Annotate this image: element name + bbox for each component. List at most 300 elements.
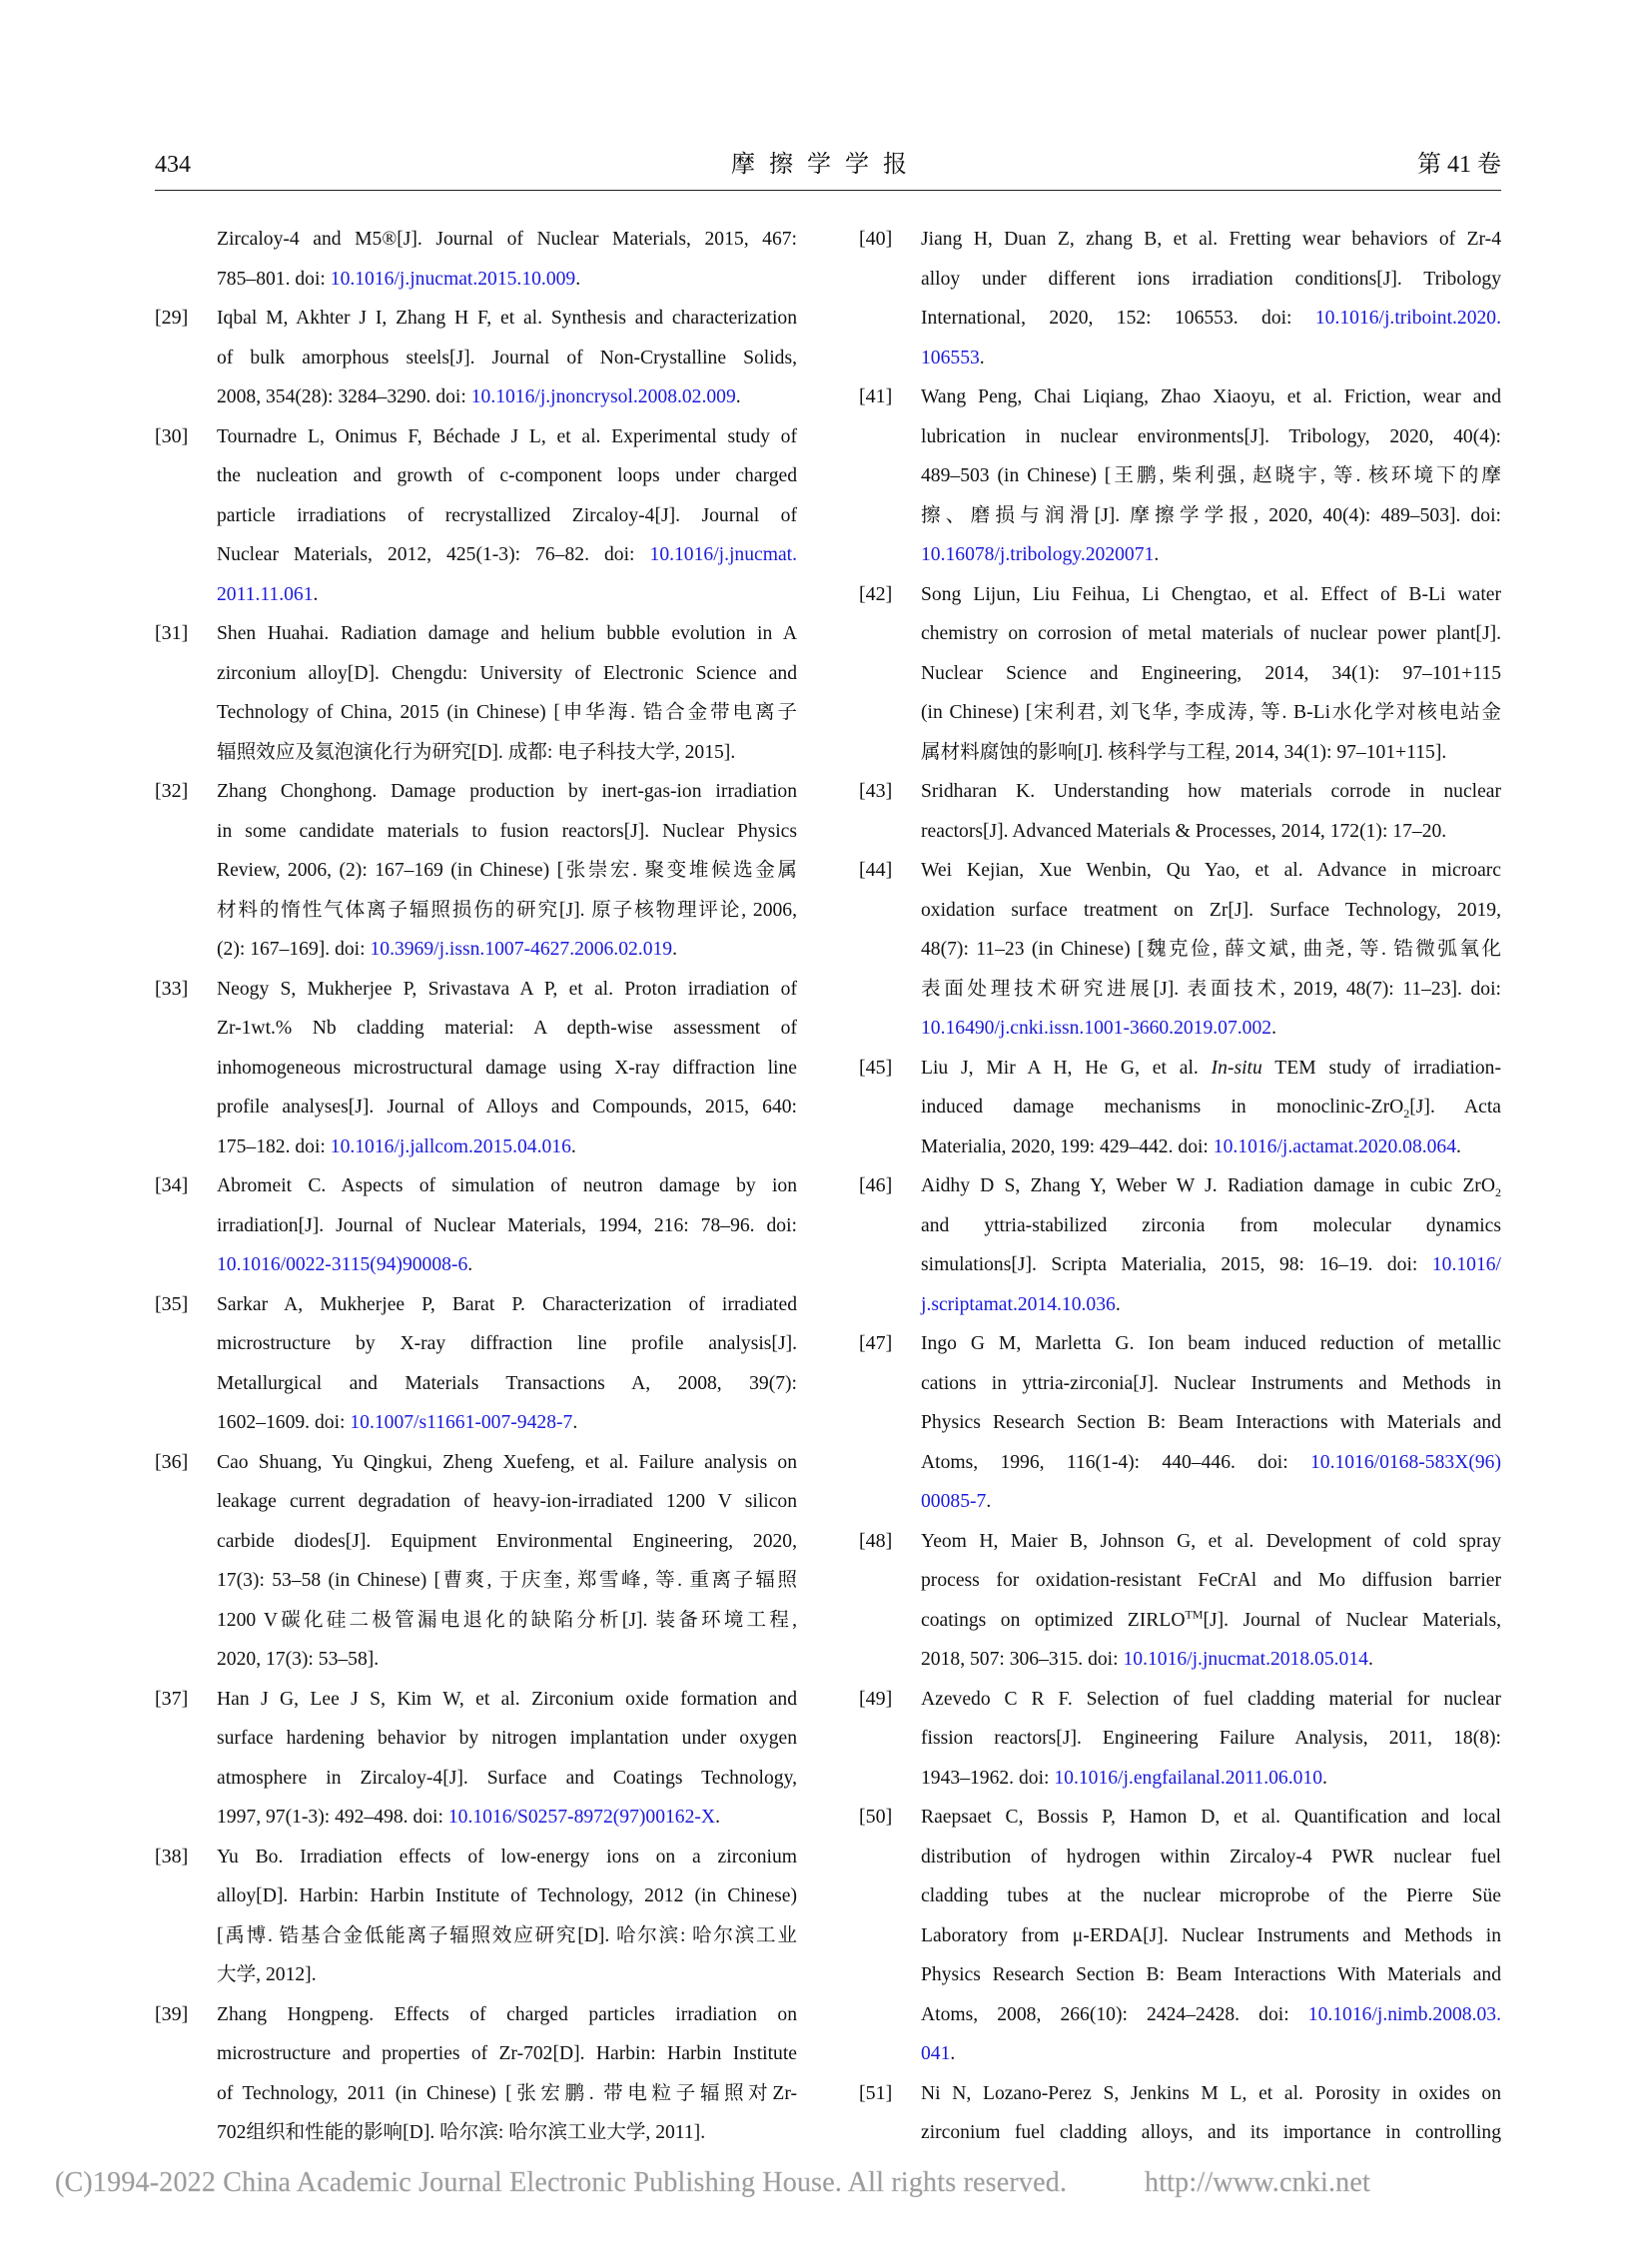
text-segment: Jiang H, Duan Z, zhang B, et al. Fretting wear behaviors of Zr-4 (921, 229, 1501, 250)
reference-line (921, 733, 1501, 773)
text-segment: and yttria-stabilized zirconia from molecular dynamics (921, 1214, 1501, 1236)
reference-entry (859, 851, 1501, 1049)
reference-line (921, 1088, 1501, 1127)
reference-line (217, 299, 797, 339)
text-segment: Ni N, Lozano-Perez S, Jenkins M L, et al. Porosity in oxides on (921, 2082, 1501, 2104)
reference-line (921, 535, 1501, 575)
reference-number: [38] (155, 1845, 189, 1868)
reference-line (921, 1206, 1501, 1246)
reference-line (921, 456, 1501, 496)
reference-line (217, 1916, 797, 1956)
text-segment: (in Chinese) [宋利君, 刘飞华, 李成涛, 等. B-Li水化学对核电站金 (921, 702, 1501, 723)
text-segment: Raepsaet C, Bossis P, Hamon D, et al. Quantification and local (921, 1807, 1501, 1828)
reference-line (217, 339, 797, 378)
reference-line (217, 1009, 797, 1049)
reference-line (217, 1127, 797, 1167)
reference-line (921, 1601, 1501, 1641)
text-segment: 1200 V碳化硅二极管漏电退化的缺陷分析[J]. 装备环境工程, (217, 1609, 797, 1631)
reference-number: [41] (859, 385, 893, 407)
reference-text (921, 772, 1501, 851)
text-segment: inhomogeneous microstructural damage using X-ray diffraction line (217, 1057, 797, 1079)
reference-line (217, 1719, 797, 1759)
text-segment: alloy[D]. Harbin: Harbin Institute of Technology, 2012 (in Chinese) (217, 1885, 797, 1906)
text-segment: particle irradiations of recrystallized Zircaloy-4[J]. Journal of (217, 504, 797, 526)
reference-entry (859, 377, 1501, 575)
text-segment: Wei Kejian, Xue Wenbin, Qu Yao, et al. Advance in microarc (921, 860, 1501, 881)
reference-line (217, 496, 797, 536)
reference-number: [29] (155, 307, 189, 329)
reference-text (217, 1838, 797, 1995)
reference-text (921, 1049, 1501, 1167)
text-segment: . (950, 2043, 956, 2064)
reference-line (217, 654, 797, 694)
text-segment: 2008, 354(28): 3284–3290. doi: (217, 386, 471, 407)
italic-text: In-situ (1211, 1057, 1262, 1079)
doi-link[interactable]: 10.1007/s11661-007-9428-7 (350, 1412, 573, 1433)
reference-entry (859, 1049, 1501, 1167)
reference-entry (859, 2074, 1501, 2153)
text-segment: lubrication in nuclear environments[J]. Tribology, 2020, 40(4): (921, 425, 1501, 447)
reference-line (921, 1561, 1501, 1601)
text-segment: Metallurgical and Materials Transactions A, 2008, 39(7): (217, 1372, 797, 1394)
text-segment: . (715, 1807, 720, 1828)
reference-line (921, 1798, 1501, 1838)
reference-line (921, 1719, 1501, 1759)
reference-entry (155, 772, 797, 970)
text-segment: distribution of hydrogen within Zircaloy-4 PWR nuclear fuel (921, 1846, 1501, 1868)
text-segment: Han J G, Lee J S, Kim W, et al. Zirconium oxide formation and (217, 1688, 797, 1710)
text-segment: Materialia, 2020, 199: 429–442. doi: (921, 1135, 1214, 1157)
text-segment: leakage current degradation of heavy-ion-irradiated 1200 V silicon (217, 1491, 797, 1512)
reference-line (217, 2074, 797, 2114)
text-segment: induced damage mechanisms in monoclinic-ZrO (921, 1097, 1404, 1118)
reference-number: [48] (859, 1529, 893, 1552)
reference-line (921, 970, 1501, 1010)
header-rule (155, 190, 1501, 191)
reference-number: [42] (859, 582, 893, 605)
reference-text (921, 1680, 1501, 1799)
text-segment: 17(3): 53–58 (in Chinese) [曹爽, 于庆奎, 郑雪峰, 等. 重离子辐照 (217, 1570, 797, 1591)
reference-line (217, 1640, 797, 1680)
text-segment: Technology of China, 2015 (in Chinese) [申华海. 锆合金带电离子 (217, 702, 797, 723)
reference-entry (155, 1443, 797, 1680)
reference-line (921, 851, 1501, 891)
reference-line (921, 1759, 1501, 1799)
reference-line (217, 614, 797, 654)
reference-text (217, 299, 797, 417)
reference-line (217, 1838, 797, 1877)
reference-line (217, 1403, 797, 1443)
doi-link[interactable]: 2011.11.061 (217, 583, 314, 605)
reference-line (217, 891, 797, 931)
reference-column-left (155, 220, 797, 2153)
reference-entry (155, 1285, 797, 1443)
copyright-watermark: (C)1994-2022 China Academic Journal Electronic Publishing House. All rights reserved. (55, 2167, 1068, 2198)
reference-text (217, 1166, 797, 1285)
text-segment: simulations[J]. Scripta Materialia, 2015, 98: 16–19. doi: (921, 1254, 1432, 1275)
reference-line (217, 693, 797, 733)
text-segment: Aidhy D S, Zhang Y, Weber W J. Radiation damage in cubic ZrO (921, 1175, 1495, 1196)
text-segment: in some candidate materials to fusion reactors[J]. Nuclear Physics (217, 820, 797, 842)
text-segment: . (1115, 1293, 1121, 1315)
reference-line (921, 1049, 1501, 1089)
text-segment: Cao Shuang, Yu Qingkui, Zheng Xuefeng, et al. Failure analysis on (217, 1451, 797, 1473)
text-segment: 1602–1609. doi: (217, 1412, 351, 1433)
text-segment: cations in yttria-zirconia[J]. Nuclear Instruments and Methods in (921, 1372, 1501, 1394)
text-segment: 大学, 2012]. (217, 1964, 317, 1985)
reference-line (921, 1127, 1501, 1167)
subscript: 2 (1495, 1184, 1501, 1199)
reference-line (217, 1995, 797, 2035)
reference-entry (155, 1838, 797, 1995)
text-segment: Tournadre L, Onimus F, Béchade J L, et al. Experimental study of (217, 425, 797, 447)
text-segment: Review, 2006, (2): 167–169 (in Chinese) [张崇宏. 聚变堆候选金属 (217, 860, 797, 881)
reference-line (217, 1088, 797, 1127)
reference-text (217, 1680, 797, 1838)
reference-line (921, 417, 1501, 457)
reference-line (921, 1522, 1501, 1562)
text-segment: Laboratory from μ-ERDA[J]. Nuclear Instruments and Methods in (921, 1924, 1501, 1946)
text-segment: . (1322, 1767, 1327, 1789)
reference-line (921, 1364, 1501, 1404)
text-segment: Wang Peng, Chai Liqiang, Zhao Xiaoyu, et al. Friction, wear and (921, 386, 1501, 407)
reference-line (921, 1403, 1501, 1443)
reference-entry (859, 220, 1501, 377)
reference-line (217, 2034, 797, 2074)
text-segment: 擦、磨损与润滑[J]. 摩擦学学报, 2020, 40(4): 489–503]. doi: (921, 504, 1501, 526)
text-segment: profile analyses[J]. Journal of Alloys and Compounds, 2015, 640: (217, 1097, 797, 1118)
text-segment: Liu J, Mir A H, He G, et al. (921, 1057, 1212, 1079)
journal-title: 摩擦学学报 (731, 152, 921, 178)
reference-text (921, 1324, 1501, 1522)
reference-text (921, 1798, 1501, 2074)
reference-entry (155, 299, 797, 417)
reference-number: [50] (859, 1806, 893, 1828)
reference-text (217, 1443, 797, 1680)
reference-line (217, 733, 797, 773)
text-segment: 175–182. doi: (217, 1135, 331, 1157)
reference-line (921, 575, 1501, 615)
text-segment: Ingo G M, Marletta G. Ion beam induced reduction of metallic (921, 1333, 1501, 1354)
reference-number: [43] (859, 780, 893, 802)
reference-line (921, 2074, 1501, 2114)
text-segment: Sridharan K. Understanding how materials corrode in nuclear (921, 781, 1501, 802)
reference-line (921, 614, 1501, 654)
text-segment: fission reactors[J]. Engineering Failure Analysis, 2011, 18(8): (921, 1728, 1501, 1749)
reference-entry (859, 1798, 1501, 2074)
doi-link[interactable]: 10.1016/0022-3115(94)90008-6 (217, 1254, 468, 1275)
text-segment: . (313, 583, 319, 605)
reference-line (921, 1285, 1501, 1325)
text-segment: Atoms, 2008, 266(10): 2424–2428. doi: (921, 2003, 1308, 2025)
doi-link[interactable]: 10.1016/S0257-8972(97)00162-X (447, 1807, 716, 1828)
reference-line (921, 1916, 1501, 1956)
reference-number: [35] (155, 1292, 189, 1315)
text-segment: Song Lijun, Liu Feihua, Li Chengtao, et al. Effect of B-Li water (921, 583, 1501, 605)
page-number: 434 (155, 152, 191, 178)
reference-line (217, 1049, 797, 1089)
text-segment: 48(7): 11–23 (in Chinese) [魏克俭, 薛文斌, 曲尧, 等. 锆微弧氧化 (921, 939, 1501, 960)
text-segment: 702组织和性能的影响[D]. 哈尔滨: 哈尔滨工业大学, 2011]. (217, 2122, 706, 2143)
reference-text (921, 1166, 1501, 1324)
text-segment: cladding tubes at the nuclear microprobe of the Pierre Süe (921, 1885, 1501, 1906)
text-segment: Physics Research Section B: Beam Interactions with Materials and (921, 1412, 1501, 1433)
reference-text (921, 2074, 1501, 2153)
text-segment: . (979, 347, 985, 369)
reference-line (921, 1955, 1501, 1995)
reference-number: [47] (859, 1332, 893, 1354)
text-segment: . (1367, 1649, 1373, 1670)
reference-line (921, 377, 1501, 417)
doi-link[interactable]: 10.3969/j.issn.1007-4627.2006.02.019 (370, 939, 673, 960)
reference-line (217, 772, 797, 812)
text-segment: . (986, 1491, 992, 1512)
reference-line (217, 1364, 797, 1404)
reference-line (921, 496, 1501, 536)
reference-text (217, 417, 797, 615)
reference-number: [51] (859, 2081, 893, 2104)
text-segment: zirconium fuel cladding alloys, and its importance in controlling (921, 2122, 1501, 2143)
reference-line (921, 2034, 1501, 2074)
text-segment: 属材料腐蚀的影响[J]. 核科学与工程, 2014, 34(1): 97–101+115]. (921, 741, 1447, 763)
text-segment: International, 2020, 152: 106553. doi: (921, 308, 1315, 329)
reference-line (217, 1680, 797, 1720)
reference-text (921, 220, 1501, 377)
text-segment: process for oxidation-resistant FeCrAl and Mo diffusion barrier (921, 1570, 1501, 1591)
reference-line (217, 930, 797, 970)
reference-line (921, 1245, 1501, 1285)
reference-line (217, 456, 797, 496)
reference-text (921, 377, 1501, 575)
text-segment: coatings on optimized ZIRLO (921, 1609, 1186, 1631)
reference-entry (155, 970, 797, 1167)
reference-text (921, 851, 1501, 1049)
text-segment: . (575, 268, 581, 290)
text-segment: microstructure and properties of Zr-702[D]. Harbin: Harbin Institute (217, 2043, 797, 2064)
doi-link[interactable]: 10.1016/j.triboint.2020. (1314, 308, 1501, 329)
reference-line (921, 1640, 1501, 1680)
text-segment: 辐照效应及氦泡演化行为研究[D]. 成都: 电子科技大学, 2015]. (217, 741, 736, 763)
doi-link[interactable]: 10.1016/j.nimb.2008.03. (1307, 2003, 1501, 2025)
text-segment: 785–801. doi: (217, 268, 331, 290)
text-segment: Iqbal M, Akhter J I, Zhang H F, et al. Synthesis and characterization (217, 308, 797, 329)
reference-line (921, 299, 1501, 339)
reference-text (217, 614, 797, 772)
reference-line (217, 812, 797, 852)
text-segment: (2): 167–169]. doi: (217, 939, 371, 960)
doi-link[interactable]: j.scriptamat.2014.10.036 (921, 1293, 1116, 1315)
reference-line (217, 260, 797, 300)
reference-line (217, 1955, 797, 1995)
doi-link[interactable]: 00085-7 (921, 1491, 987, 1512)
text-segment: 2018, 507: 306–315. doi: (921, 1649, 1124, 1670)
text-segment: alloy under different ions irradiation conditions[J]. Tribology (921, 268, 1501, 290)
text-segment: Yeom H, Maier B, Johnson G, et al. Development of cold spray (921, 1530, 1501, 1552)
text-segment: . (1271, 1018, 1276, 1039)
reference-line (217, 851, 797, 891)
text-segment: 表面处理技术研究进展[J]. 表面技术, 2019, 48(7): 11–23]. doi: (921, 978, 1501, 1000)
text-segment: Abromeit C. Aspects of simulation of neutron damage by ion (217, 1175, 797, 1196)
reference-text (921, 1522, 1501, 1680)
reference-entry (859, 1166, 1501, 1324)
reference-number: [34] (155, 1174, 189, 1196)
reference-line (217, 1759, 797, 1799)
doi-link[interactable]: 10.1016/j.jnoncrysol.2008.02.009 (470, 386, 736, 407)
reference-line (921, 260, 1501, 300)
reference-line (921, 1995, 1501, 2035)
reference-column-right (859, 220, 1501, 2153)
text-segment: Zhang Hongpeng. Effects of charged particles irradiation on (217, 2003, 797, 2025)
text-segment: chemistry on corrosion of metal materials of nuclear power plant[J]. (921, 623, 1501, 644)
text-segment: the nucleation and growth of c-component loops under charged (217, 465, 797, 486)
doi-link[interactable]: 10.16078/j.tribology.2020071 (921, 544, 1155, 565)
reference-entry (155, 614, 797, 772)
reference-line (217, 1798, 797, 1838)
reference-line (217, 1601, 797, 1641)
reference-number: [32] (155, 780, 189, 802)
reference-entry (859, 1522, 1501, 1680)
reference-line (921, 1876, 1501, 1916)
reference-text (217, 970, 797, 1167)
reference-number: [44] (859, 859, 893, 881)
text-segment: Physics Research Section B: Beam Interactions With Materials and (921, 1964, 1501, 1985)
text-segment: Zhang Chonghong. Damage production by inert-gas-ion irradiation (217, 781, 797, 802)
reference-number: [31] (155, 622, 189, 644)
doi-link[interactable]: 10.16490/j.cnki.issn.1001-3660.2019.07.002 (921, 1018, 1272, 1039)
text-segment: reactors[J]. Advanced Materials & Processes, 2014, 172(1): 17–20. (921, 820, 1447, 842)
reference-line (217, 2113, 797, 2153)
doi-link[interactable]: 106553 (921, 347, 980, 369)
text-segment: oxidation surface treatment on Zr[J]. Surface Technology, 2019, (921, 899, 1501, 921)
text-segment: Zircaloy-4 and M5®[J]. Journal of Nuclear Materials, 2015, 467: (217, 229, 797, 250)
text-segment: TEM study of irradiation- (1261, 1057, 1502, 1079)
text-segment: . (1456, 1135, 1461, 1157)
text-segment: microstructure by X-ray diffraction line profile analysis[J]. (217, 1333, 797, 1354)
text-segment: . (572, 1412, 578, 1433)
doi-link[interactable]: 10.1016/j.jnucmat. (649, 544, 797, 565)
reference-entry (859, 1324, 1501, 1522)
text-segment: Nuclear Science and Engineering, 2014, 34(1): 97–101+115 (921, 662, 1501, 684)
text-segment: atmosphere in Zircaloy-4[J]. Surface and Coatings Technology, (217, 1767, 797, 1789)
reference-text (217, 1285, 797, 1443)
text-segment: Atoms, 1996, 116(1-4): 440–446. doi: (921, 1451, 1310, 1473)
reference-line (921, 1324, 1501, 1364)
reference-line (217, 1324, 797, 1364)
reference-line (921, 1166, 1501, 1206)
reference-line (921, 891, 1501, 931)
doi-link[interactable]: 10.1016/j.actamat.2020.08.064 (1213, 1135, 1457, 1157)
doi-link[interactable]: 10.1016/j.jallcom.2015.04.016 (330, 1135, 571, 1157)
reference-line (217, 575, 797, 615)
text-segment: [禹博. 锆基合金低能离子辐照效应研究[D]. 哈尔滨: 哈尔滨工业 (217, 1924, 797, 1946)
text-segment: . (1154, 544, 1160, 565)
reference-line (217, 1561, 797, 1601)
reference-number: [46] (859, 1174, 893, 1196)
reference-number: [36] (155, 1450, 189, 1473)
text-segment: carbide diodes[J]. Equipment Environmental Engineering, 2020, (217, 1530, 797, 1552)
reference-line (217, 1876, 797, 1916)
text-segment: 489–503 (in Chinese) [王鹏, 柴利强, 赵晓宇, 等. 核环境下的摩 (921, 465, 1501, 486)
superscript: TM (1185, 1606, 1204, 1621)
reference-number: [30] (155, 424, 189, 447)
text-segment: [J]. Acta (1409, 1097, 1501, 1118)
reference-line (921, 1482, 1501, 1522)
text-segment: 材料的惰性气体离子辐照损伤的研究[J]. 原子核物理评论, 2006, (217, 899, 797, 921)
reference-entry (859, 772, 1501, 851)
reference-text (217, 220, 797, 299)
text-segment: 2020, 17(3): 53–58]. (217, 1649, 380, 1670)
reference-line (217, 970, 797, 1010)
text-segment: zirconium alloy[D]. Chengdu: University of Electronic Science and (217, 662, 797, 684)
reference-entry (155, 417, 797, 615)
reference-line (217, 377, 797, 417)
reference-line (921, 220, 1501, 260)
reference-line (217, 1482, 797, 1522)
text-segment: . (735, 386, 741, 407)
reference-line (921, 1443, 1501, 1483)
doi-link[interactable]: 041 (921, 2043, 951, 2064)
reference-number: [37] (155, 1687, 189, 1710)
text-segment: surface hardening behavior by nitrogen implantation under oxygen (217, 1728, 797, 1749)
reference-number: [33] (155, 977, 189, 1000)
reference-line (921, 654, 1501, 694)
reference-entry (155, 1680, 797, 1838)
reference-line (217, 1245, 797, 1285)
reference-text (921, 575, 1501, 773)
reference-line (921, 772, 1501, 812)
reference-line (921, 812, 1501, 852)
text-segment: Yu Bo. Irradiation effects of low-energy ions on a zirconium (217, 1846, 797, 1868)
reference-number: [49] (859, 1687, 893, 1710)
reference-line (217, 1206, 797, 1246)
doi-link[interactable]: 10.1016/j.engfailanal.2011.06.010 (1054, 1767, 1322, 1789)
reference-text (217, 772, 797, 970)
text-segment: Nuclear Materials, 2012, 425(1-3): 76–82. doi: (217, 544, 650, 565)
text-segment: Neogy S, Mukherjee P, Srivastava A P, et al. Proton irradiation of (217, 978, 797, 1000)
reference-entry (859, 575, 1501, 773)
text-segment: . (570, 1135, 576, 1157)
doi-link[interactable]: 10.1016/0168-583X(96) (1309, 1451, 1501, 1473)
reference-entry (859, 1680, 1501, 1799)
reference-line (217, 535, 797, 575)
text-segment: Azevedo C R F. Selection of fuel cladding material for nuclear (921, 1688, 1501, 1710)
text-segment: 1997, 97(1-3): 492–498. doi: (217, 1807, 448, 1828)
reference-line (921, 339, 1501, 378)
text-segment: Zr-1wt.% Nb cladding material: A depth-wise assessment of (217, 1018, 797, 1039)
text-segment: . (672, 939, 677, 960)
reference-line (217, 1166, 797, 1206)
text-segment: Shen Huahai. Radiation damage and helium bubble evolution in A (217, 623, 797, 644)
doi-link[interactable]: 10.1016/j.jnucmat.2018.05.014 (1123, 1649, 1368, 1670)
reference-number: [40] (859, 228, 893, 250)
reference-line (921, 1838, 1501, 1877)
text-segment: Sarkar A, Mukherjee P, Barat P. Characterization of irradiated (217, 1293, 797, 1315)
doi-link[interactable]: 10.1016/j.jnucmat.2015.10.009 (330, 268, 576, 290)
text-segment: . (467, 1254, 473, 1275)
cnki-url-watermark: http://www.cnki.net (1145, 2167, 1370, 2198)
reference-line (921, 1009, 1501, 1049)
text-segment: 1943–1962. doi: (921, 1767, 1055, 1789)
reference-entry (155, 1995, 797, 2153)
reference-line (921, 1680, 1501, 1720)
reference-entry (155, 220, 797, 299)
reference-entry (155, 1166, 797, 1285)
reference-text (217, 1995, 797, 2153)
text-segment: irradiation[J]. Journal of Nuclear Materials, 1994, 216: 78–96. doi: (217, 1214, 797, 1236)
doi-link[interactable]: 10.1016/ (1431, 1254, 1501, 1275)
text-segment: of bulk amorphous steels[J]. Journal of Non-Crystalline Solids, (217, 347, 797, 369)
reference-line (217, 1443, 797, 1483)
